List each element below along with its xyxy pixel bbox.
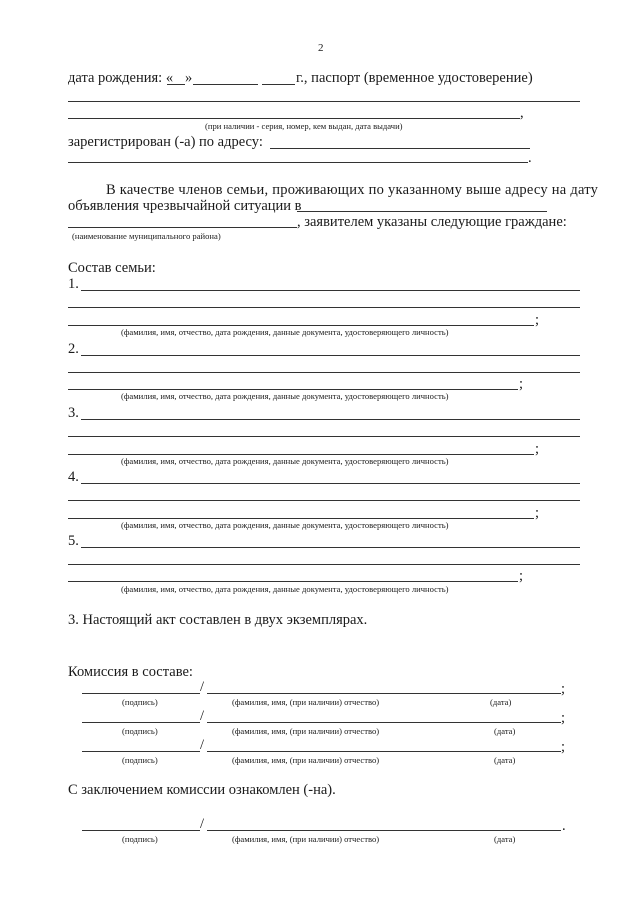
member-number: 5. [68,533,79,549]
member-number: 1. [68,276,79,292]
passport-comma: , [520,105,524,121]
passport-line-2[interactable] [68,118,520,119]
commission-name-date-field[interactable] [207,751,561,752]
address-line-1[interactable] [270,148,530,149]
passport-caption: (при наличии - серия, номер, кем выдан, дата выдачи) [205,121,403,131]
member-4-semicolon: ; [535,505,540,521]
member-1-line-3[interactable] [68,325,534,326]
birth-date-label: дата рождения: « [68,70,174,86]
member-2-semicolon: ; [519,376,524,392]
member-2-line-3[interactable] [68,389,518,390]
member-caption: (фамилия, имя, отчество, дата рождения, данные документа, удостоверяющего личность) [121,584,449,594]
commission-signature-field[interactable] [82,722,200,723]
address-line-2[interactable] [68,162,528,163]
signature-caption: (подпись) [122,755,158,765]
act-statement: 3. Настоящий акт составлен в двух экземплярах. [68,612,368,628]
applicant-signature-field[interactable] [82,830,200,831]
slash: / [200,679,205,695]
signature-caption: (подпись) [122,726,158,736]
commission-name-date-field[interactable] [207,693,561,694]
row-semicolon: ; [561,710,566,726]
member-2-line-1[interactable] [81,355,580,356]
district-caption: (наименование муниципального района) [72,231,221,241]
birth-day-field[interactable] [167,84,185,85]
date-caption: (дата) [494,755,516,765]
member-1-line-1[interactable] [81,290,580,291]
registered-label: зарегистрирован (-а) по адресу: [68,134,263,150]
member-caption: (фамилия, имя, отчество, дата рождения, данные документа, удостоверяющего личность) [121,520,449,530]
slash: / [200,737,205,753]
birth-year-field[interactable] [262,84,295,85]
member-1-line-2[interactable] [68,307,580,308]
member-number: 3. [68,405,79,421]
name-caption: (фамилия, имя, (при наличии) отчество) [232,834,380,844]
member-3-line-3[interactable] [68,454,534,455]
member-3-semicolon: ; [535,441,540,457]
commission-name-date-field[interactable] [207,722,561,723]
member-1-semicolon: ; [535,312,540,328]
member-number: 2. [68,341,79,357]
family-para-line2: объявления чрезвычайной ситуации в [68,198,302,214]
member-5-line-3[interactable] [68,581,518,582]
member-4-line-2[interactable] [68,500,580,501]
passport-label: г., паспорт (временное удостоверение) [296,70,533,86]
emergency-region-field[interactable] [297,211,547,212]
signature-caption: (подпись) [122,697,158,707]
commission-signature-field[interactable] [82,693,200,694]
final-period: . [562,818,566,834]
address-period: . [528,150,532,166]
commission-signature-field[interactable] [82,751,200,752]
birth-date-quote: » [185,70,193,86]
birth-month-field[interactable] [193,84,258,85]
name-caption: (фамилия, имя, (при наличии) отчество) [232,726,380,736]
member-3-line-1[interactable] [81,419,580,420]
name-caption: (фамилия, имя, (при наличии) отчество) [232,697,380,707]
member-4-line-1[interactable] [81,483,580,484]
row-semicolon: ; [561,681,566,697]
member-5-line-2[interactable] [68,564,580,565]
member-2-line-2[interactable] [68,372,580,373]
applicant-name-date-field[interactable] [207,830,561,831]
family-para-line1: В качестве членов семьи, проживающих по указанному выше адресу на дату [106,182,599,198]
acquainted-label: С заключением комиссии ознакомлен (-на). [68,782,336,798]
date-caption: (дата) [494,834,516,844]
slash: / [200,708,205,724]
district-field[interactable] [68,227,297,228]
member-5-semicolon: ; [519,568,524,584]
page-number: 2 [318,42,324,54]
date-caption: (дата) [490,697,512,707]
member-caption: (фамилия, имя, отчество, дата рождения, данные документа, удостоверяющего личность) [121,391,449,401]
name-caption: (фамилия, имя, (при наличии) отчество) [232,755,380,765]
family-para-line3: , заявителем указаны следующие граждане: [297,214,567,230]
member-3-line-2[interactable] [68,436,580,437]
member-5-line-1[interactable] [81,547,580,548]
member-number: 4. [68,469,79,485]
date-caption: (дата) [494,726,516,736]
slash: / [200,816,205,832]
row-semicolon: ; [561,739,566,755]
signature-caption: (подпись) [122,834,158,844]
member-caption: (фамилия, имя, отчество, дата рождения, данные документа, удостоверяющего личность) [121,456,449,466]
commission-heading: Комиссия в составе: [68,664,193,680]
member-caption: (фамилия, имя, отчество, дата рождения, данные документа, удостоверяющего личность) [121,327,449,337]
family-heading: Состав семьи: [68,260,156,276]
passport-line-1[interactable] [68,101,580,102]
member-4-line-3[interactable] [68,518,534,519]
